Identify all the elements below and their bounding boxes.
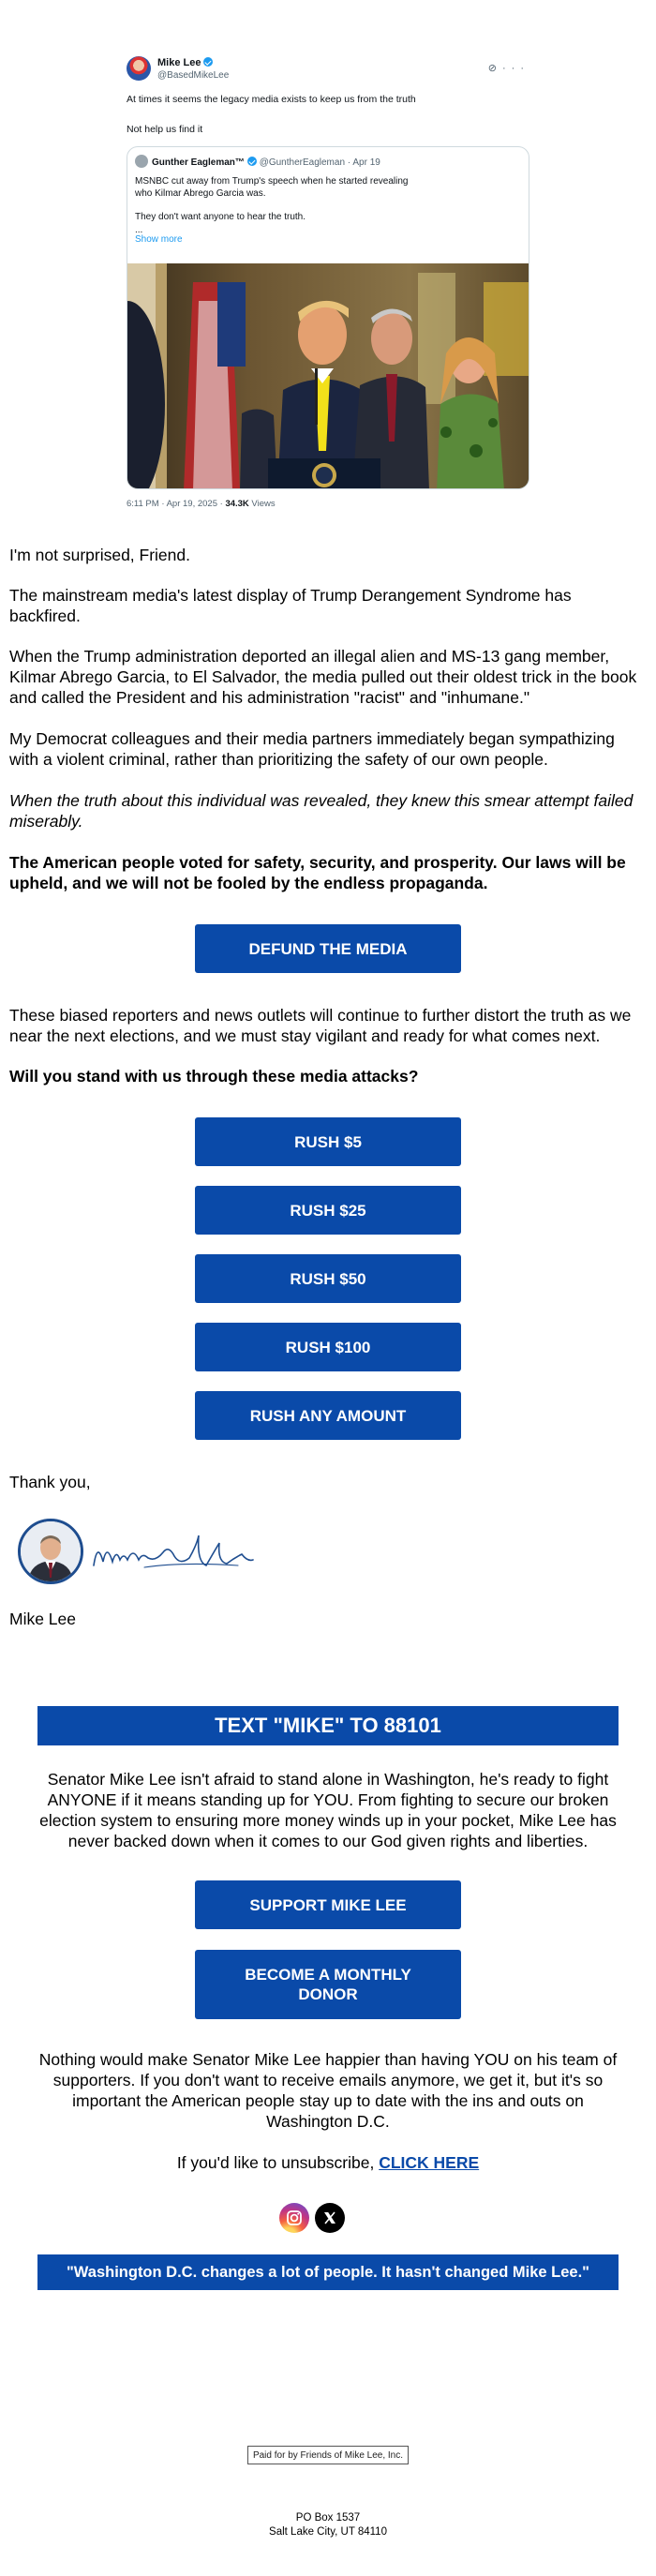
defund-the-media-button[interactable]: DEFUND THE MEDIA: [195, 924, 461, 973]
tweet-views-count: 34.3K: [225, 499, 249, 509]
quoted-tweet[interactable]: [127, 146, 529, 489]
paragraph: These biased reporters and news outlets will continue to further distort the truth as we near the next elections, and we must stay vigilant and ready for what comes next.: [9, 1006, 632, 1045]
mike-lee-portrait: [18, 1519, 83, 1584]
quoted-tweet-text: They don't want anyone to hear the truth.: [135, 212, 306, 222]
become-monthly-donor-button[interactable]: BECOME A MONTHLY DONOR: [195, 1950, 461, 2019]
quoted-author-handle: @GuntherEagleman: [259, 157, 346, 168]
tweet-text-line: At times it seems the legacy media exists to keep us from the truth: [127, 94, 416, 105]
tweet-actions: [488, 62, 529, 74]
rush-50-button[interactable]: RUSH $50: [195, 1254, 461, 1303]
show-more-link[interactable]: Show more: [135, 234, 183, 245]
mike-lee-signature: [88, 1524, 259, 1580]
paragraph: My Democrat colleagues and their media partners immediately began sympathizing with a violent criminal, rather than prioritizing the safety of our own people.: [9, 729, 615, 769]
quote-banner: "Washington D.C. changes a lot of people. It hasn't changed Mike Lee.": [37, 2254, 619, 2290]
press-conference-image: [127, 263, 529, 489]
tweet-author-name[interactable]: Mike Lee: [157, 57, 213, 68]
more-icon[interactable]: ···: [502, 63, 529, 74]
unsubscribe-text: If you'd like to unsubscribe,: [176, 2153, 380, 2172]
quoted-tweet-header: Gunther Eagleman™ @GuntherEagleman · Apr 19: [135, 155, 380, 168]
quoted-tweet-video[interactable]: [127, 263, 529, 489]
quoted-tweet-ellipsis: ...: [135, 225, 143, 235]
tweet-timestamp[interactable]: 6:11 PM · Apr 19, 2025 ·: [127, 499, 226, 509]
grok-icon[interactable]: ⊘: [487, 63, 502, 74]
tweet-text-line: Not help us find it: [127, 124, 203, 135]
paid-for-disclaimer: Paid for by Friends of Mike Lee, Inc.: [247, 2446, 409, 2464]
paragraph: When the Trump administration deported an illegal alien and MS-13 gang member, Kilmar Abrego Garcia, to El Salvador, the media pulled out their oldest trick in the book and called the President and his administration "racist" and "inhumane.": [9, 647, 637, 707]
italic-paragraph: When the truth about this individual was revealed, they knew this smear attempt failed miserably.: [9, 791, 634, 831]
sign-off-name: Mike Lee: [9, 1610, 77, 1628]
quoted-tweet-text: MSNBC cut away from Trump's speech when he started revealing who Kilmar Abrego Garcia was.: [135, 176, 409, 199]
tweet-author-handle[interactable]: @BasedMikeLee: [157, 70, 230, 81]
tweet-meta: [127, 499, 276, 509]
rush-25-button[interactable]: RUSH $25: [195, 1186, 461, 1235]
greeting: I'm not surprised, Friend.: [9, 546, 190, 564]
team-paragraph: Nothing would make Senator Mike Lee happier than having YOU on his team of supporters. If you don't want to receive emails anymore, we get it, but it's so important the American people stay up to date with the ins and outs on Washington D.C.: [38, 2050, 618, 2131]
support-mike-lee-button[interactable]: SUPPORT MIKE LEE: [195, 1880, 461, 1929]
x-icon[interactable]: [315, 2203, 345, 2233]
po-box: PO Box 1537: [295, 2512, 361, 2524]
quoted-author-name: Gunther Eagleman™: [152, 157, 245, 168]
thank-you: Thank you,: [9, 1473, 91, 1491]
paragraph: The mainstream media's latest display of Trump Derangement Syndrome has backfired.: [9, 586, 572, 625]
quoted-author-avatar: [135, 155, 148, 168]
rush-5-button[interactable]: RUSH $5: [195, 1117, 461, 1166]
rush-100-button[interactable]: RUSH $100: [195, 1323, 461, 1371]
verified-badge-icon: [247, 157, 257, 166]
tweet-embed[interactable]: [123, 49, 533, 517]
rush-any-amount-button[interactable]: RUSH ANY AMOUNT: [195, 1391, 461, 1440]
quoted-tweet-date: Apr 19: [352, 157, 380, 168]
tweet-header: [127, 54, 529, 84]
unsubscribe-line: [28, 2152, 628, 2173]
city-address: Salt Lake City, UT 84110: [269, 2526, 387, 2538]
author-avatar[interactable]: [127, 56, 151, 81]
verified-badge-icon: [203, 57, 213, 67]
about-paragraph: Senator Mike Lee isn't afraid to stand alone in Washington, he's ready to fight ANYONE if it means standing up for YOU. From fighting to secure our broken election system to ensuring more money winds up in your pocket, Mike Lee has never backed down when it comes to our God given rights and liberties.: [39, 1770, 617, 1850]
bold-paragraph: The American people voted for safety, security, and prosperity. Our laws will be upheld, and we will not be fooled by the endless propaganda.: [9, 853, 626, 892]
text-to-join-banner[interactable]: TEXT "MIKE" TO 88101: [37, 1706, 619, 1745]
tweet-views-label: Views: [248, 499, 276, 509]
unsubscribe-link[interactable]: CLICK HERE: [379, 2153, 480, 2172]
bold-question: Will you stand with us through these media attacks?: [9, 1067, 419, 1086]
instagram-icon[interactable]: [279, 2203, 309, 2233]
